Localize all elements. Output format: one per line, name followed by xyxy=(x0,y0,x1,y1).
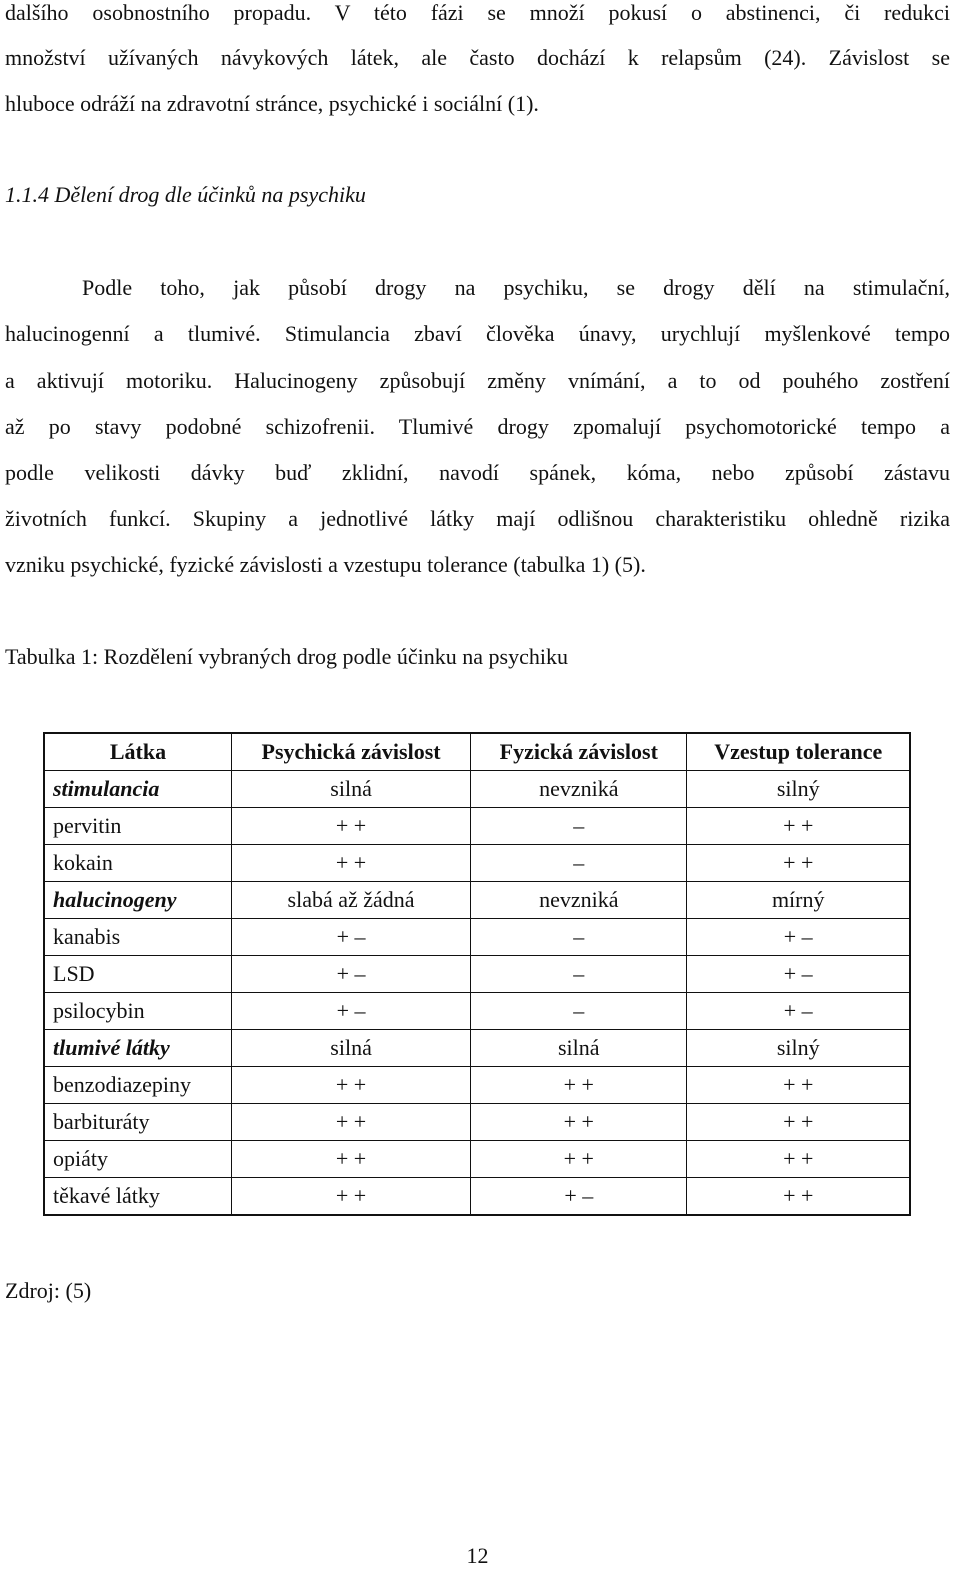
source-note: Zdroj: (5) xyxy=(5,1278,92,1303)
substance-cell: LSD xyxy=(44,956,232,993)
physical-cell: – xyxy=(471,993,687,1030)
tolerance-cell: + + xyxy=(687,1104,910,1141)
main-line-3: a aktivují motoriku. Halucinogeny způsobují změny vnímání, a to od pouhého zostření xyxy=(5,368,950,393)
main-line-6: životních funkcí. Skupiny a jednotlivé látky mají odlišnou charakteristiku ohledně rizika xyxy=(5,506,950,531)
table-row xyxy=(44,1141,910,1178)
main-line-2: halucinogenní a tlumivé. Stimulancia zbaví člověka únavy, urychlují myšlenkové tempo xyxy=(5,321,950,346)
section-heading: 1.1.4 Dělení drog dle účinků na psychiku xyxy=(5,182,366,207)
physical-cell: + + xyxy=(471,1067,687,1104)
table-row xyxy=(44,845,910,882)
table-row xyxy=(44,882,910,919)
psychological-cell: + – xyxy=(232,919,471,956)
substance-cell: těkavé látky xyxy=(44,1178,232,1216)
intro-line-2: množství užívaných návykových látek, ale často dochází k relapsům (24). Závislost se xyxy=(5,45,950,70)
table-row xyxy=(44,1104,910,1141)
tolerance-cell: silný xyxy=(687,771,910,808)
substance-cell: kanabis xyxy=(44,919,232,956)
substance-cell: opiáty xyxy=(44,1141,232,1178)
tolerance-cell: + + xyxy=(687,1067,910,1104)
tolerance-cell: mírný xyxy=(687,882,910,919)
substance-cell: benzodiazepiny xyxy=(44,1067,232,1104)
physical-cell: – xyxy=(471,845,687,882)
table-header-row xyxy=(44,733,910,771)
psychological-cell: + + xyxy=(232,808,471,845)
table-row xyxy=(44,1030,910,1067)
psychological-cell: + – xyxy=(232,993,471,1030)
physical-cell: – xyxy=(471,919,687,956)
table-row xyxy=(44,771,910,808)
intro-line-1: dalšího osobnostního propadu. V této fázi se množí pokusí o abstinenci, či redukci xyxy=(5,0,950,25)
table-row xyxy=(44,993,910,1030)
physical-cell: + + xyxy=(471,1104,687,1141)
tolerance-cell: + – xyxy=(687,993,910,1030)
substance-cell: kokain xyxy=(44,845,232,882)
psychological-cell: + – xyxy=(232,956,471,993)
substance-cell: halucinogeny xyxy=(44,882,232,919)
intro-line-3: hluboce odráží na zdravotní stránce, psychické i sociální (1). xyxy=(5,91,539,116)
physical-cell: silná xyxy=(471,1030,687,1067)
physical-cell: – xyxy=(471,956,687,993)
header-physical-dependence: Fyzická závislost xyxy=(471,733,687,771)
tolerance-cell: + + xyxy=(687,1178,910,1216)
main-line-4: až po stavy podobné schizofrenii. Tlumivé drogy zpomalují psychomotorické tempo a xyxy=(5,414,950,439)
substance-cell: tlumivé látky xyxy=(44,1030,232,1067)
table-row xyxy=(44,1178,910,1216)
tolerance-cell: silný xyxy=(687,1030,910,1067)
psychological-cell: + + xyxy=(232,1141,471,1178)
header-substance: Látka xyxy=(44,733,232,771)
psychological-cell: + + xyxy=(232,1067,471,1104)
substance-cell: psilocybin xyxy=(44,993,232,1030)
substance-cell: barbituráty xyxy=(44,1104,232,1141)
psychological-cell: silná xyxy=(232,1030,471,1067)
psychological-cell: + + xyxy=(232,1178,471,1216)
psychological-cell: + + xyxy=(232,845,471,882)
page-number: 12 xyxy=(466,1543,489,1568)
tolerance-cell: + + xyxy=(687,1141,910,1178)
drug-classification-table xyxy=(43,732,911,1216)
table-caption: Tabulka 1: Rozdělení vybraných drog podle účinku na psychiku xyxy=(5,644,568,669)
substance-cell: pervitin xyxy=(44,808,232,845)
header-psychological-dependence: Psychická závislost xyxy=(232,733,471,771)
physical-cell: + + xyxy=(471,1141,687,1178)
physical-cell: nevzniká xyxy=(471,771,687,808)
physical-cell: nevzniká xyxy=(471,882,687,919)
tolerance-cell: + + xyxy=(687,808,910,845)
header-tolerance-increase: Vzestup tolerance xyxy=(687,733,910,771)
tolerance-cell: + – xyxy=(687,919,910,956)
tolerance-cell: + + xyxy=(687,845,910,882)
psychological-cell: + + xyxy=(232,1104,471,1141)
table-row xyxy=(44,1067,910,1104)
main-line-1: Podle toho, jak působí drogy na psychiku, se drogy dělí na stimulační, xyxy=(82,275,950,300)
psychological-cell: slabá až žádná xyxy=(232,882,471,919)
physical-cell: + – xyxy=(471,1178,687,1216)
psychological-cell: silná xyxy=(232,771,471,808)
tolerance-cell: + – xyxy=(687,956,910,993)
table-row xyxy=(44,919,910,956)
physical-cell: – xyxy=(471,808,687,845)
substance-cell: stimulancia xyxy=(44,771,232,808)
table-row xyxy=(44,956,910,993)
main-line-5: podle velikosti dávky buď zklidní, navodí spánek, kóma, nebo způsobí zástavu xyxy=(5,460,950,485)
table-row xyxy=(44,808,910,845)
main-line-7: vzniku psychické, fyzické závislosti a vzestupu tolerance (tabulka 1) (5). xyxy=(5,552,646,577)
